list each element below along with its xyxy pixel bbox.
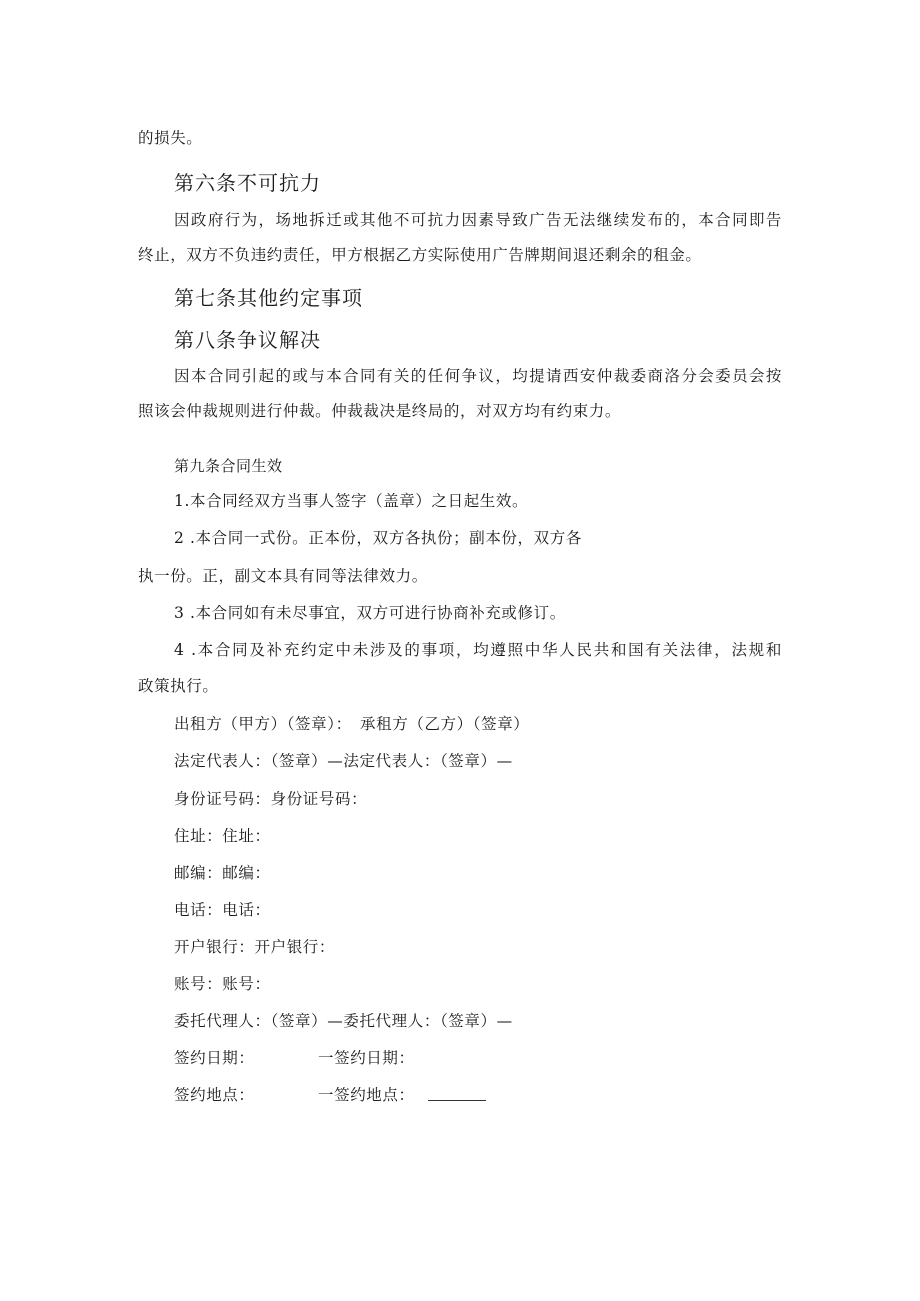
article-8-body-line-2: 照该会仲裁规则进行仲裁。仲裁裁决是终局的，对双方均有约束力。 <box>138 402 622 420</box>
signature-address: 住址：住址： <box>174 827 271 845</box>
signature-date-label-left: 签约日期： <box>174 1049 255 1067</box>
article-9-item-2-line-2: 执一份。正，副文本具有同等法律效力。 <box>138 567 428 585</box>
signature-agent: 委托代理人：（签章）—委托代理人：（签章）— <box>174 1012 513 1030</box>
signature-place-label-left: 签约地点： <box>174 1086 255 1104</box>
signature-legal-representative: 法定代表人：（签章）—法定代表人：（签章）— <box>174 752 513 770</box>
article-9-item-1: 1.本合同经双方当事人签字（盖章）之日起生效。 <box>174 492 529 510</box>
article-9-title: 第九条合同生效 <box>174 457 283 475</box>
article-6-body-line-1: 因政府行为，场地拆迁或其他不可抗力因素导致广告无法继续发布的，本合同即告 <box>174 211 782 229</box>
signature-place-blank-line <box>428 1100 486 1101</box>
article-8-body-line-1: 因本合同引起的或与本合同有关的任何争议，均提请西安仲裁委商洛分会委员会按 <box>174 367 782 385</box>
article-5-tail: 的损失。 <box>138 129 203 147</box>
signature-id-number: 身份证号码：身份证号码： <box>174 790 368 808</box>
article-8-title: 第八条争议解决 <box>174 328 321 352</box>
article-9-item-3: 3 .本合同如有未尽事宜，双方可进行协商补充或修订。 <box>174 604 566 622</box>
article-6-body-line-2: 终止，双方不负违约责任，甲方根据乙方实际使用广告牌期间退还剩余的租金。 <box>138 246 702 264</box>
article-9-item-4-line-2: 政策执行。 <box>138 677 219 695</box>
article-6-title: 第六条不可抗力 <box>174 171 321 195</box>
signature-place-label-right: 一签约地点： <box>318 1086 415 1104</box>
article-9-item-2-line-1: 2 .本合同一式份。正本份，双方各执份；副本份，双方各 <box>174 529 582 547</box>
signature-parties: 出租方（甲方）（签章）： 承租方（乙方）（签章） <box>174 715 530 733</box>
article-9-item-4-line-1: 4 .本合同及补充约定中未涉及的事项，均遵照中华人民共和国有关法律，法规和 <box>174 641 782 659</box>
signature-phone: 电话：电话： <box>174 901 271 919</box>
signature-date-label-right: 一签约日期： <box>318 1049 415 1067</box>
signature-postcode: 邮编：邮编： <box>174 864 271 882</box>
signature-bank: 开户银行：开户银行： <box>174 938 336 956</box>
article-7-title: 第七条其他约定事项 <box>174 286 363 310</box>
signature-account: 账号：账号： <box>174 975 271 993</box>
